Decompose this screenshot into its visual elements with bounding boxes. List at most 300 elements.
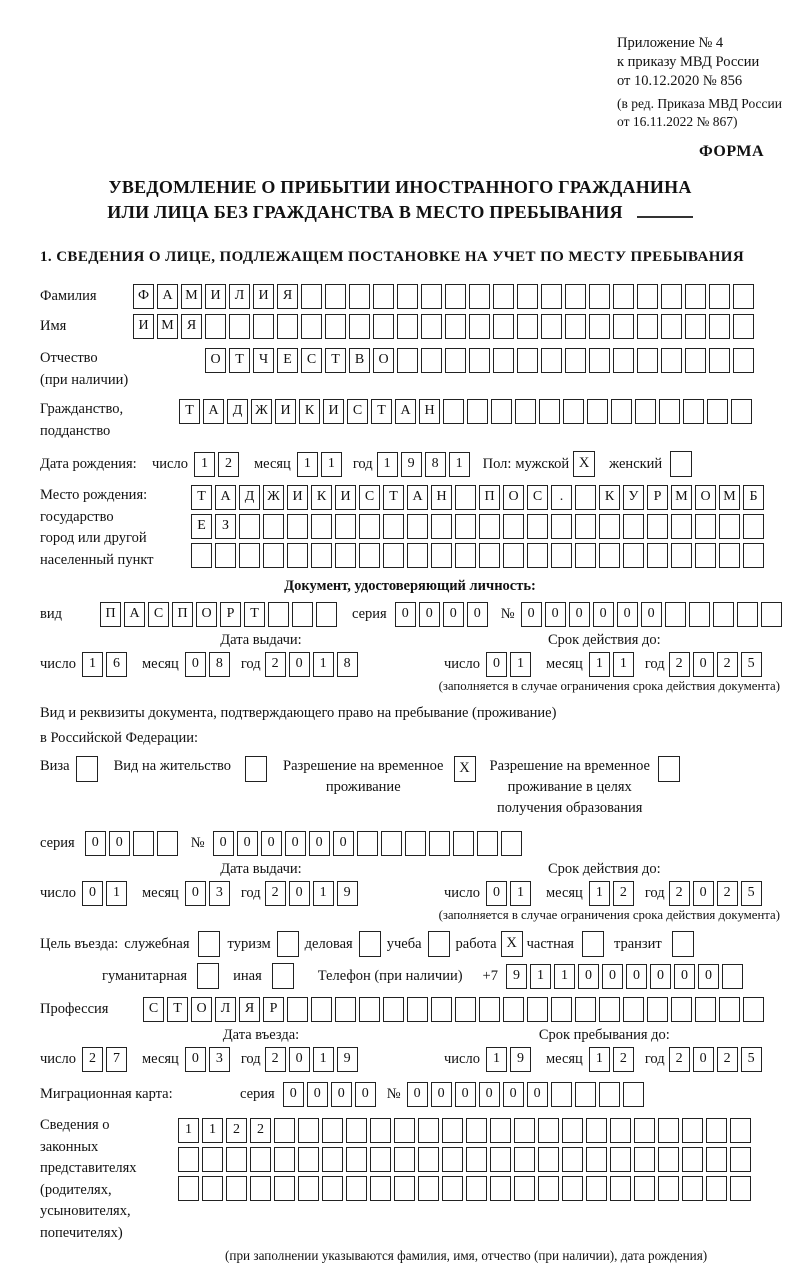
char-cell: П — [479, 485, 500, 510]
char-cell — [274, 1147, 295, 1172]
char-cell — [719, 997, 740, 1022]
char-cell: 2 — [717, 652, 738, 677]
char-cell — [490, 1147, 511, 1172]
purpose-label: Цель въезда: — [40, 935, 119, 952]
day-label: число — [444, 885, 480, 901]
form-word: ФОРМА — [698, 143, 764, 160]
char-cell — [706, 1147, 727, 1172]
char-cell: С — [301, 348, 322, 373]
char-cell: Л — [215, 997, 236, 1022]
valid-caption: Срок действия до: — [547, 632, 661, 648]
patronymic-label-line2: (при наличии) — [40, 371, 129, 388]
char-cell: Р — [647, 485, 668, 510]
char-cell: 0 — [521, 602, 542, 627]
char-cell: Е — [277, 348, 298, 373]
char-cell: 1 — [313, 881, 334, 906]
char-cell — [311, 543, 332, 568]
char-cell: 0 — [237, 831, 258, 856]
char-cell: И — [253, 284, 274, 309]
char-cell: Т — [167, 997, 188, 1022]
char-cell — [743, 514, 764, 539]
char-cell — [682, 1176, 703, 1201]
char-cell — [467, 399, 488, 424]
char-cell: Ж — [251, 399, 272, 424]
stay-year — [669, 1047, 765, 1072]
char-cell — [551, 997, 572, 1022]
char-cell: 0 — [419, 602, 440, 627]
char-cell — [719, 514, 740, 539]
char-cell — [394, 1176, 415, 1201]
char-cell — [373, 314, 394, 339]
char-cell — [479, 543, 500, 568]
char-cell: 1 — [377, 452, 398, 477]
char-cell — [565, 284, 586, 309]
char-cell — [490, 1176, 511, 1201]
char-cell — [623, 543, 644, 568]
month-label: месяц — [545, 885, 583, 901]
card-number-label: № — [386, 1086, 401, 1102]
representatives-row3 — [178, 1176, 754, 1201]
purpose-transit-checkbox — [672, 931, 694, 957]
char-cell: Е — [191, 514, 212, 539]
purpose-work-label: работа — [455, 935, 497, 952]
stay-until-group — [444, 1027, 765, 1072]
char-cell: 6 — [106, 652, 127, 677]
phone-prefix: +7 — [482, 967, 498, 984]
representatives-row2 — [178, 1147, 754, 1172]
char-cell — [599, 1082, 620, 1107]
char-cell — [445, 284, 466, 309]
identity-issue-day — [82, 652, 130, 677]
char-cell — [250, 1176, 271, 1201]
representatives-label-line6: попечителях) — [40, 1224, 123, 1241]
char-cell — [263, 514, 284, 539]
birth-place-row3 — [191, 543, 767, 568]
char-cell: К — [311, 485, 332, 510]
char-cell: М — [157, 314, 178, 339]
temp-permit-option — [283, 756, 475, 798]
doc-series-label: серия — [352, 606, 387, 622]
char-cell — [383, 997, 404, 1022]
month-label: месяц — [141, 1051, 179, 1067]
identity-doc-heading: Документ, удостоверяющий личность: — [284, 578, 536, 594]
char-cell — [709, 348, 730, 373]
char-cell — [405, 831, 426, 856]
section1-heading: 1. СВЕДЕНИЯ О ЛИЦЕ, ПОДЛЕЖАЩЕМ ПОСТАНОВКЕ НА УЧЕТ ПО МЕСТУ ПРЕБЫВАНИЯ — [40, 249, 745, 265]
day-label: число — [444, 656, 480, 672]
char-cell — [443, 399, 464, 424]
char-cell — [287, 514, 308, 539]
birth-place-row2 — [191, 514, 767, 539]
patronymic-row — [40, 348, 780, 391]
purpose-private-label: частная — [526, 935, 574, 952]
purpose-study-label: учеба — [386, 935, 422, 952]
char-cell — [637, 348, 658, 373]
male-checkbox: X — [573, 451, 595, 477]
year-label: год — [644, 885, 665, 901]
char-cell: 0 — [693, 652, 714, 677]
char-cell — [215, 543, 236, 568]
char-cell — [418, 1118, 439, 1143]
char-cell — [709, 314, 730, 339]
char-cell — [239, 543, 260, 568]
char-cell: А — [215, 485, 236, 510]
edu-permit-label — [490, 756, 650, 819]
char-cell: А — [157, 284, 178, 309]
char-cell — [493, 284, 514, 309]
char-cell — [407, 997, 428, 1022]
char-cell: Д — [239, 485, 260, 510]
char-cell: 0 — [407, 1082, 428, 1107]
char-cell — [575, 514, 596, 539]
purpose-study-checkbox — [428, 931, 450, 957]
char-cell: Н — [419, 399, 440, 424]
char-cell — [706, 1118, 727, 1143]
char-cell: 0 — [578, 964, 599, 989]
char-cell — [346, 1176, 367, 1201]
surname-label: Фамилия — [40, 288, 97, 304]
char-cell — [610, 1176, 631, 1201]
char-cell: 2 — [218, 452, 239, 477]
birth-place-cells — [191, 485, 767, 572]
char-cell — [587, 399, 608, 424]
char-cell: 0 — [674, 964, 695, 989]
char-cell — [479, 997, 500, 1022]
char-cell: 0 — [283, 1082, 304, 1107]
char-cell: 1 — [321, 452, 342, 477]
char-cell: 1 — [589, 881, 610, 906]
char-cell: 0 — [602, 964, 623, 989]
char-cell — [539, 399, 560, 424]
representatives-label-line4: (родителях, — [40, 1181, 112, 1198]
char-cell: 2 — [82, 1047, 103, 1072]
char-cell — [325, 284, 346, 309]
char-cell — [316, 602, 337, 627]
char-cell: 0 — [185, 652, 206, 677]
char-cell — [695, 543, 716, 568]
char-cell: 8 — [209, 652, 230, 677]
card-series-cells — [283, 1082, 379, 1107]
char-cell — [455, 485, 476, 510]
char-cell: К — [599, 485, 620, 510]
char-cell — [730, 1176, 751, 1201]
char-cell: 2 — [717, 881, 738, 906]
char-cell — [514, 1176, 535, 1201]
char-cell: С — [527, 485, 548, 510]
char-cell — [599, 543, 620, 568]
permit-issue-month — [185, 881, 233, 906]
char-cell — [445, 348, 466, 373]
month-label: месяц — [141, 656, 179, 672]
char-cell — [613, 314, 634, 339]
char-cell — [359, 514, 380, 539]
residence-doc-intro-1: Вид и реквизиты документа, подтверждающего право на пребывание (проживание) — [40, 705, 557, 721]
char-cell — [538, 1147, 559, 1172]
identity-doc-row — [40, 602, 780, 627]
char-cell — [565, 314, 586, 339]
char-cell — [565, 348, 586, 373]
sex-label: Пол: — [482, 455, 512, 472]
permit-series-label: серия — [40, 835, 75, 851]
char-cell: 0 — [285, 831, 306, 856]
validity-note: (заполняется в случае ограничения срока действия документа) — [438, 679, 780, 693]
char-cell: 1 — [510, 881, 531, 906]
char-cell — [637, 314, 658, 339]
char-cell — [455, 543, 476, 568]
char-cell — [466, 1118, 487, 1143]
char-cell: Б — [743, 485, 764, 510]
char-cell — [292, 602, 313, 627]
char-cell: 1 — [178, 1118, 199, 1143]
char-cell: 2 — [226, 1118, 247, 1143]
char-cell — [731, 399, 752, 424]
month-label: месяц — [545, 656, 583, 672]
char-cell: Н — [431, 485, 452, 510]
char-cell — [527, 543, 548, 568]
char-cell: 2 — [613, 881, 634, 906]
year-label: год — [352, 455, 373, 472]
char-cell: Р — [220, 602, 241, 627]
char-cell — [239, 514, 260, 539]
male-label: мужской — [515, 455, 570, 472]
char-cell — [421, 284, 442, 309]
char-cell: 9 — [510, 1047, 531, 1072]
visa-option — [40, 756, 98, 782]
char-cell — [479, 514, 500, 539]
representatives-cells — [178, 1115, 754, 1205]
char-cell — [349, 314, 370, 339]
char-cell — [298, 1118, 319, 1143]
char-cell: О — [695, 485, 716, 510]
identity-valid-group — [444, 632, 765, 677]
permit-issue-year — [265, 881, 361, 906]
char-cell — [685, 348, 706, 373]
char-cell — [490, 1118, 511, 1143]
char-cell: 0 — [333, 831, 354, 856]
temp-permit-checkbox: X — [454, 756, 476, 782]
char-cell — [442, 1176, 463, 1201]
purpose-business-label: деловая — [304, 935, 353, 952]
representatives-row1 — [178, 1118, 754, 1143]
stay-month — [589, 1047, 637, 1072]
char-cell — [442, 1118, 463, 1143]
char-cell — [226, 1147, 247, 1172]
char-cell — [191, 543, 212, 568]
char-cell: Д — [227, 399, 248, 424]
char-cell: Ж — [263, 485, 284, 510]
char-cell: 0 — [467, 602, 488, 627]
char-cell: П — [100, 602, 121, 627]
char-cell — [730, 1118, 751, 1143]
migration-card-row — [40, 1082, 780, 1107]
char-cell: М — [719, 485, 740, 510]
char-cell: Р — [263, 997, 284, 1022]
char-cell: У — [623, 485, 644, 510]
char-cell — [373, 284, 394, 309]
char-cell — [589, 348, 610, 373]
char-cell: 0 — [693, 881, 714, 906]
char-cell: 1 — [510, 652, 531, 677]
char-cell — [671, 997, 692, 1022]
char-cell — [610, 1147, 631, 1172]
char-cell: Я — [239, 997, 260, 1022]
residence-doc-series-row — [40, 831, 780, 856]
month-label: месяц — [141, 885, 179, 901]
char-cell — [466, 1147, 487, 1172]
year-label: год — [240, 885, 261, 901]
char-cell — [743, 997, 764, 1022]
char-cell: 1 — [106, 881, 127, 906]
temp-permit-label-line2: проживание — [325, 779, 401, 795]
female-label: женский — [609, 455, 663, 472]
char-cell: Ф — [133, 284, 154, 309]
char-cell: 0 — [395, 602, 416, 627]
char-cell — [733, 348, 754, 373]
char-cell: 0 — [185, 1047, 206, 1072]
char-cell: Т — [325, 348, 346, 373]
char-cell — [453, 831, 474, 856]
entry-month — [185, 1047, 233, 1072]
char-cell — [335, 514, 356, 539]
profession-row — [40, 997, 780, 1022]
char-cell: 0 — [479, 1082, 500, 1107]
year-label: год — [644, 1051, 665, 1067]
purpose-official-checkbox — [198, 931, 220, 957]
char-cell — [610, 1118, 631, 1143]
char-cell — [586, 1176, 607, 1201]
char-cell — [503, 543, 524, 568]
char-cell — [370, 1176, 391, 1201]
char-cell: А — [407, 485, 428, 510]
char-cell — [613, 284, 634, 309]
char-cell: 0 — [213, 831, 234, 856]
char-cell: 9 — [337, 881, 358, 906]
char-cell — [658, 1176, 679, 1201]
doc-kind-cells — [100, 602, 340, 627]
edu-permit-label-line3: получения образования — [497, 800, 643, 816]
char-cell — [671, 543, 692, 568]
char-cell — [683, 399, 704, 424]
char-cell: К — [299, 399, 320, 424]
char-cell — [562, 1176, 583, 1201]
char-cell — [665, 602, 686, 627]
char-cell — [661, 314, 682, 339]
char-cell — [733, 314, 754, 339]
purpose-transit-label: транзит — [613, 935, 662, 952]
char-cell — [418, 1176, 439, 1201]
char-cell: 1 — [313, 652, 334, 677]
char-cell — [397, 348, 418, 373]
char-cell: 2 — [265, 881, 286, 906]
char-cell — [599, 514, 620, 539]
char-cell — [623, 514, 644, 539]
char-cell — [178, 1176, 199, 1201]
char-cell — [311, 514, 332, 539]
char-cell: О — [196, 602, 217, 627]
day-label: число — [40, 656, 76, 672]
year-label: год — [644, 656, 665, 672]
char-cell: 0 — [593, 602, 614, 627]
surname-cells — [133, 284, 757, 309]
char-cell: 2 — [669, 652, 690, 677]
char-cell — [659, 399, 680, 424]
valid-caption: Срок действия до: — [547, 861, 661, 877]
representatives-label-line5: усыновителях, — [40, 1203, 131, 1219]
given-name-label: Имя — [40, 318, 67, 334]
char-cell: Т — [244, 602, 265, 627]
identity-issue-group — [40, 632, 392, 677]
given-name-cells — [133, 314, 757, 339]
month-label: месяц — [545, 1051, 583, 1067]
identity-issue-month — [185, 652, 233, 677]
form-title-line-1: УВЕДОМЛЕНИЕ О ПРИБЫТИИ ИНОСТРАННОГО ГРАЖДАНИНА — [108, 177, 692, 197]
char-cell: 0 — [307, 1082, 328, 1107]
char-cell — [263, 543, 284, 568]
char-cell — [541, 348, 562, 373]
char-cell: И — [275, 399, 296, 424]
birth-place-label — [40, 485, 191, 571]
char-cell: 0 — [455, 1082, 476, 1107]
char-cell: 9 — [401, 452, 422, 477]
char-cell — [469, 348, 490, 373]
identity-valid-year — [669, 652, 765, 677]
char-cell — [335, 543, 356, 568]
char-cell: 0 — [626, 964, 647, 989]
char-cell — [229, 314, 250, 339]
char-cell — [761, 602, 782, 627]
char-cell — [589, 284, 610, 309]
char-cell — [407, 514, 428, 539]
char-cell: 2 — [265, 652, 286, 677]
char-cell — [346, 1118, 367, 1143]
char-cell: 0 — [261, 831, 282, 856]
char-cell — [268, 602, 289, 627]
issue-caption: Дата выдачи: — [220, 861, 302, 877]
char-cell — [301, 314, 322, 339]
char-cell — [394, 1147, 415, 1172]
char-cell — [551, 514, 572, 539]
char-cell — [205, 314, 226, 339]
char-cell — [133, 831, 154, 856]
char-cell: 3 — [209, 1047, 230, 1072]
char-cell — [298, 1176, 319, 1201]
female-checkbox — [670, 451, 692, 477]
char-cell — [517, 348, 538, 373]
char-cell — [429, 831, 450, 856]
char-cell — [647, 514, 668, 539]
char-cell — [685, 314, 706, 339]
section1-body — [0, 284, 800, 1264]
stay-day — [486, 1047, 534, 1072]
char-cell: 0 — [698, 964, 719, 989]
entry-purpose-row-2 — [40, 963, 780, 989]
char-cell: И — [335, 485, 356, 510]
char-cell: 1 — [194, 452, 215, 477]
char-cell — [253, 314, 274, 339]
char-cell: 0 — [355, 1082, 376, 1107]
purpose-tourism-checkbox — [277, 931, 299, 957]
char-cell: Т — [383, 485, 404, 510]
char-cell: 1 — [313, 1047, 334, 1072]
char-cell — [695, 514, 716, 539]
doc-kind-label: вид — [40, 606, 62, 622]
permit-number-label: № — [190, 835, 205, 851]
char-cell — [445, 314, 466, 339]
char-cell: 1 — [530, 964, 551, 989]
char-cell: С — [143, 997, 164, 1022]
year-label: год — [240, 1051, 261, 1067]
char-cell: 0 — [82, 881, 103, 906]
